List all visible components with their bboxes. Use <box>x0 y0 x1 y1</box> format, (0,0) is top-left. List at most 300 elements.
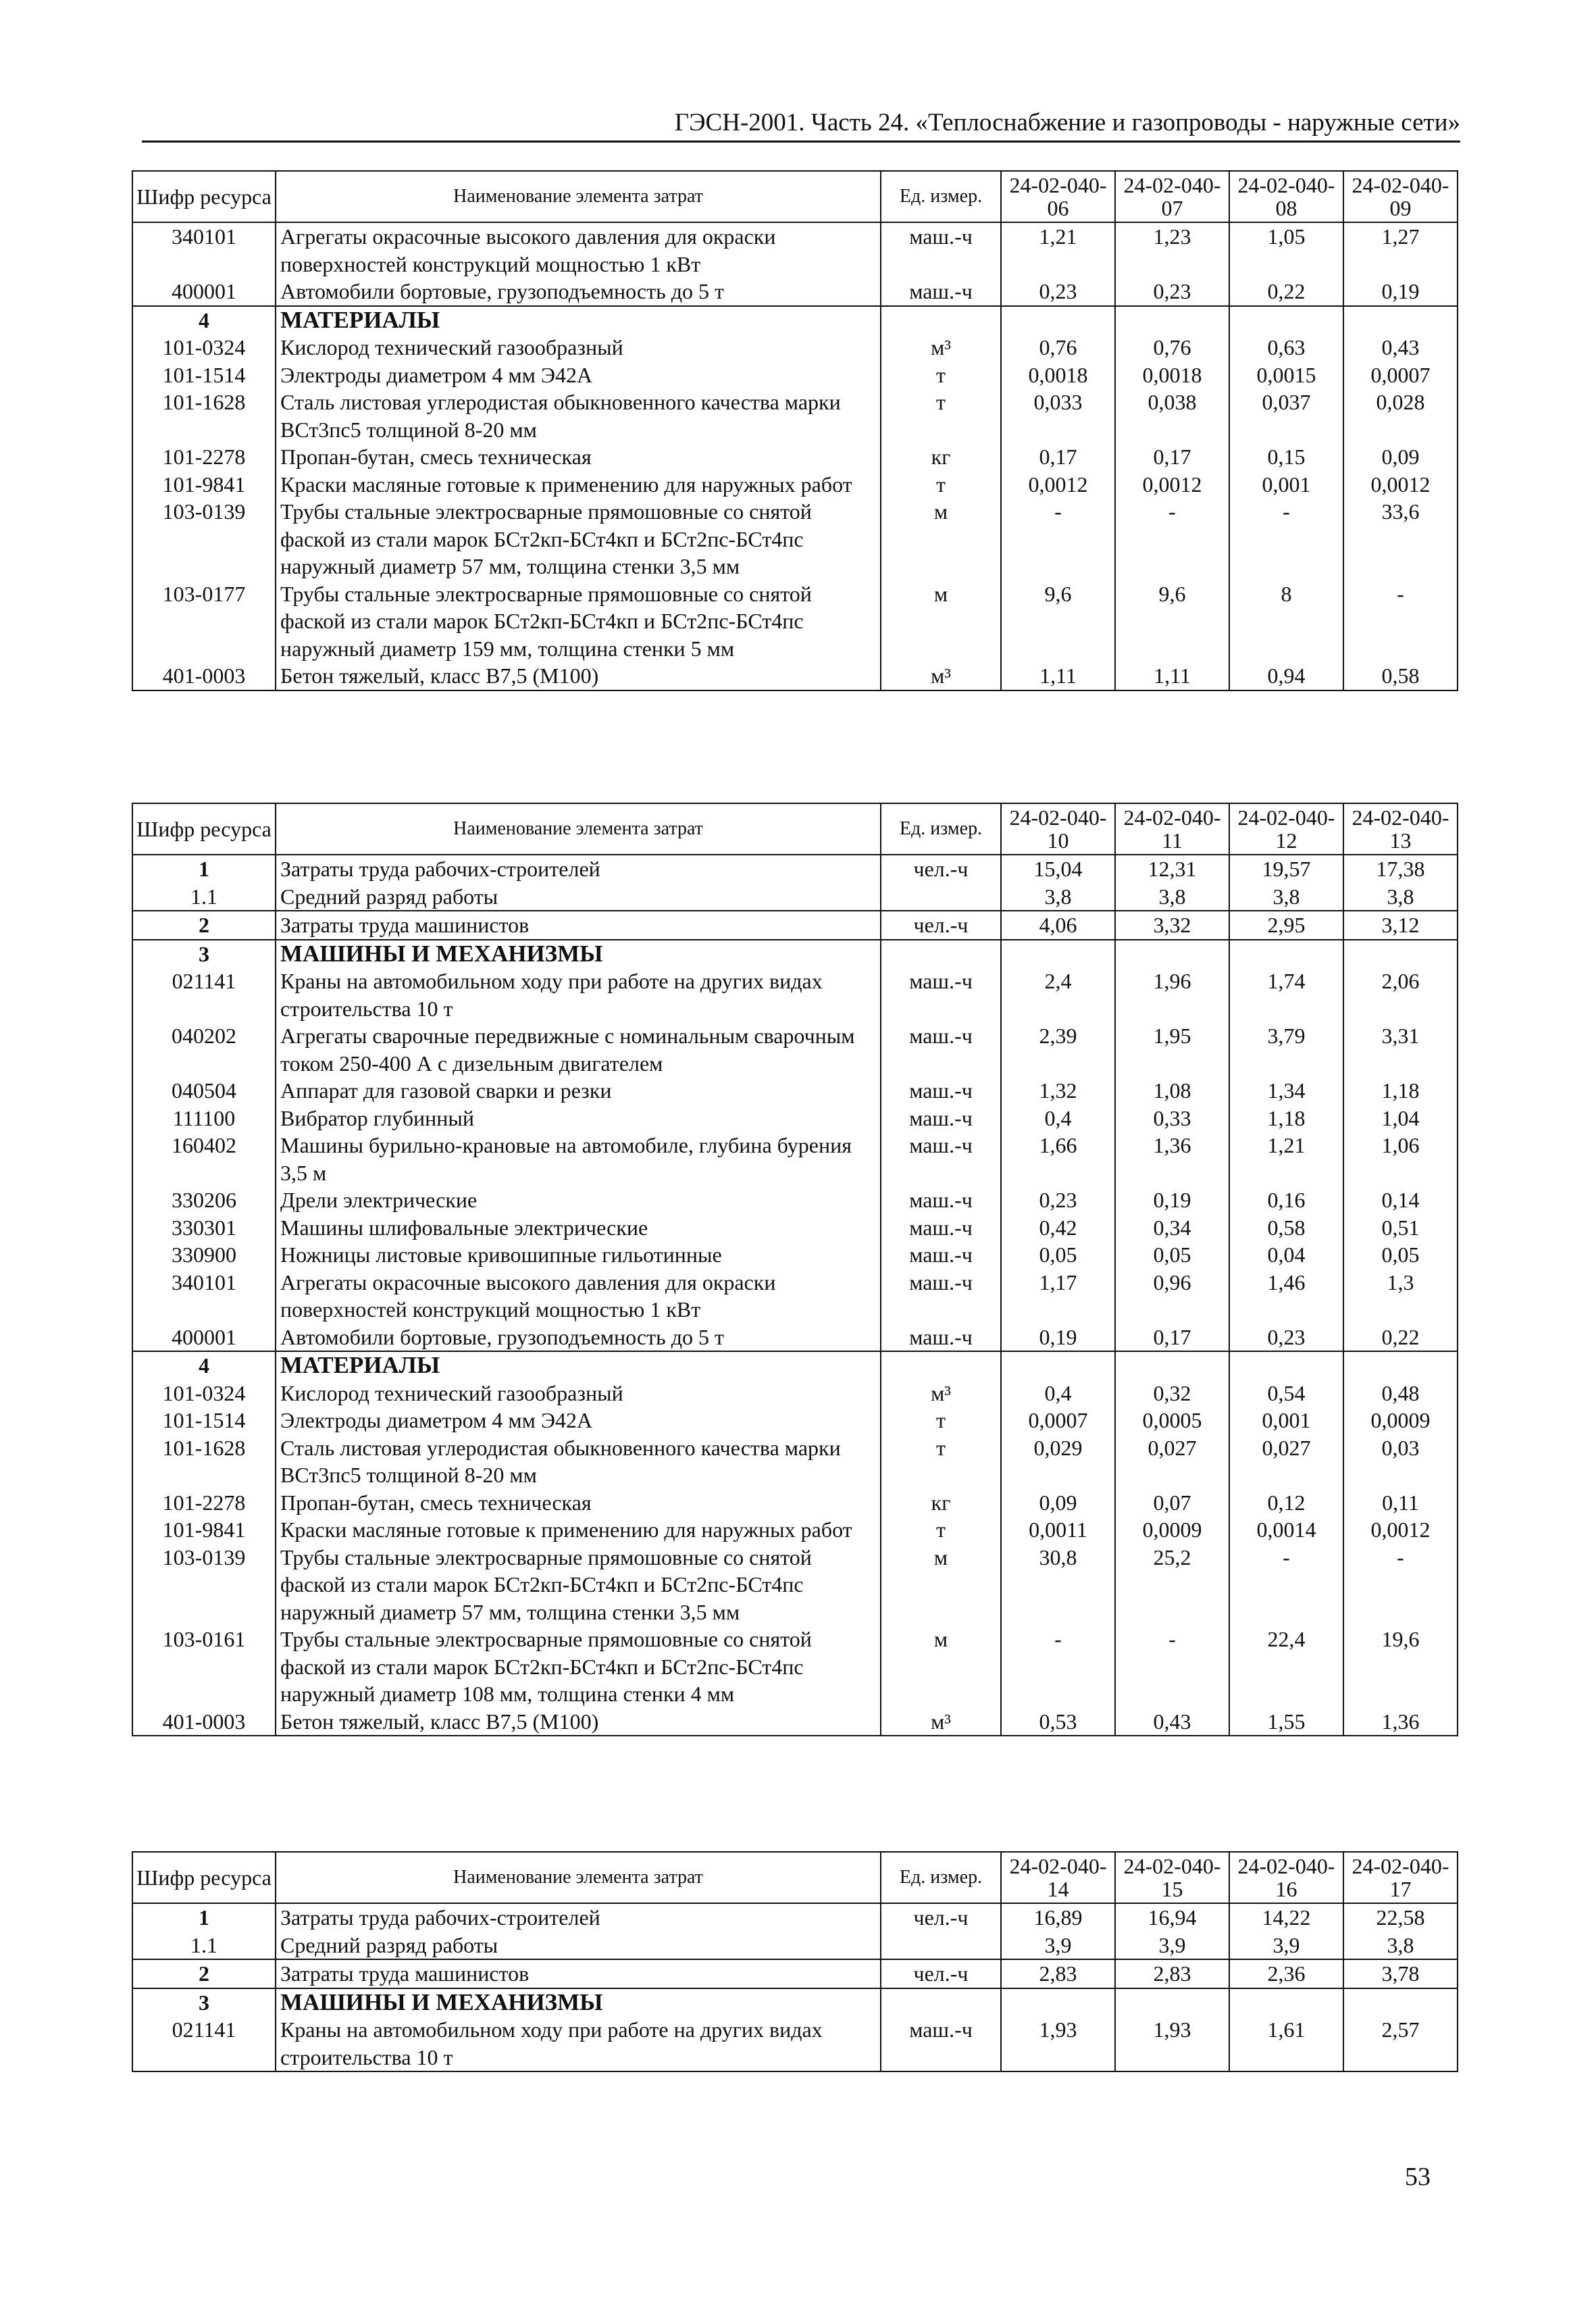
column-header-norm-code: 24-02-040-14 <box>1001 1852 1115 1903</box>
value-cell: 0,43 <box>1343 334 1458 361</box>
value-cell: 19,57 <box>1229 855 1343 883</box>
value-cell: 0,32 <box>1115 1380 1229 1407</box>
resource-code-cell: 101-1514 <box>132 361 276 389</box>
unit-cell <box>881 1932 1001 1960</box>
table-row <box>132 1022 1458 1077</box>
value-cell: 15,04 <box>1001 855 1115 883</box>
value-cell: 33,6 <box>1343 498 1458 580</box>
table-row <box>132 222 1458 278</box>
value-cell: 0,42 <box>1001 1214 1115 1242</box>
value-cell: 0,58 <box>1343 662 1458 690</box>
resource-code-cell: 3 <box>132 1988 276 2017</box>
cost-element-name-cell: МАШИНЫ И МЕХАНИЗМЫ <box>276 1988 881 2017</box>
value-cell: 0,23 <box>1115 278 1229 306</box>
cost-element-name-cell: Сталь листовая углеродистая обыкновенного качества марки ВСт3пс5 толщиной 8-20 мм <box>276 1434 881 1489</box>
cost-element-name-cell: Дрели электрические <box>276 1186 881 1214</box>
resource-code-cell: 021141 <box>132 967 276 1022</box>
unit-cell <box>881 1351 1001 1380</box>
cost-element-name-cell: Ножницы листовые кривошипные гильотинные <box>276 1241 881 1269</box>
value-cell: 0,15 <box>1229 443 1343 471</box>
cost-table <box>132 170 1458 691</box>
unit-cell: маш.-ч <box>881 1269 1001 1324</box>
value-cell: 0,001 <box>1229 471 1343 499</box>
column-header-norm-code: 24-02-040-07 <box>1115 171 1229 222</box>
unit-cell: маш.-ч <box>881 1105 1001 1132</box>
table-row <box>132 1132 1458 1186</box>
page-header-title: ГЭСН-2001. Часть 24. «Теплоснабжение и газопроводы - наружные сети» <box>674 109 1460 136</box>
value-cell <box>1001 1351 1115 1380</box>
cost-element-name-cell: Машины шлифовальные электрические <box>276 1214 881 1242</box>
column-header-norm-code: 24-02-040-09 <box>1343 171 1458 222</box>
cost-element-name-cell: Сталь листовая углеродистая обыкновенного качества марки ВСт3пс5 толщиной 8-20 мм <box>276 388 881 443</box>
value-cell: 0,12 <box>1229 1489 1343 1517</box>
page-number: 53 <box>1405 2163 1431 2191</box>
unit-cell: т <box>881 1516 1001 1544</box>
value-cell: 3,8 <box>1115 883 1229 911</box>
value-cell: 0,0015 <box>1229 361 1343 389</box>
page-header <box>142 108 1460 143</box>
value-cell: 3,8 <box>1229 883 1343 911</box>
table-row <box>132 1903 1458 1932</box>
value-cell: - <box>1001 1626 1115 1708</box>
cost-element-name-cell: Агрегаты окрасочные высокого давления для окраски поверхностей конструкций мощностью 1 кВт <box>276 1269 881 1324</box>
value-cell: 1,05 <box>1229 222 1343 278</box>
value-cell: 9,6 <box>1115 580 1229 663</box>
resource-code-cell: 101-2278 <box>132 443 276 471</box>
table-row <box>132 1214 1458 1242</box>
value-cell: 0,34 <box>1115 1214 1229 1242</box>
cost-element-name-cell: Машины бурильно-крановые на автомобиле, глубина бурения 3,5 м <box>276 1132 881 1186</box>
cost-table <box>132 803 1458 1736</box>
cost-element-name-cell: Затраты труда рабочих-строителей <box>276 855 881 883</box>
unit-cell: кг <box>881 443 1001 471</box>
resource-code-cell: 330206 <box>132 1186 276 1214</box>
value-cell: 0,48 <box>1343 1380 1458 1407</box>
cost-element-name-cell: Агрегаты сварочные передвижные с номинальным сварочным током 250-400 А с дизельным двигателем <box>276 1022 881 1077</box>
value-cell: 0,54 <box>1229 1380 1343 1407</box>
value-cell: 0,76 <box>1001 334 1115 361</box>
cost-element-name-cell: Затраты труда машинистов <box>276 911 881 940</box>
table-row <box>132 1324 1458 1352</box>
resource-code-cell: 101-9841 <box>132 1516 276 1544</box>
cost-element-name-cell: Краски масляные готовые к применению для наружных работ <box>276 1516 881 1544</box>
cost-element-name-cell: Краски масляные готовые к применению для наружных работ <box>276 471 881 499</box>
cost-element-name-cell: Трубы стальные электросварные прямошовные со снятой фаской из стали марок БСт2кп-БСт4кп и БСт2пс-БСт4пс наружный диаметр 108 мм, толщина стенки 4 мм <box>276 1626 881 1708</box>
cost-element-name-cell: Пропан-бутан, смесь техническая <box>276 1489 881 1517</box>
value-cell: 0,028 <box>1343 388 1458 443</box>
cost-element-name-cell: Краны на автомобильном ходу при работе на других видах строительства 10 т <box>276 2016 881 2071</box>
unit-cell: маш.-ч <box>881 2016 1001 2071</box>
value-cell: 0,0014 <box>1229 1516 1343 1544</box>
unit-cell: м <box>881 498 1001 580</box>
value-cell: 0,0012 <box>1001 471 1115 499</box>
value-cell: 0,0009 <box>1115 1516 1229 1544</box>
resource-table-3 <box>132 1851 1458 2072</box>
value-cell: 0,05 <box>1115 1241 1229 1269</box>
value-cell: 1,04 <box>1343 1105 1458 1132</box>
value-cell <box>1115 1988 1229 2017</box>
value-cell: 0,16 <box>1229 1186 1343 1214</box>
table-row <box>132 1269 1458 1324</box>
resource-code-cell: 3 <box>132 940 276 968</box>
value-cell: 0,11 <box>1343 1489 1458 1517</box>
value-cell <box>1343 1988 1458 2017</box>
value-cell: - <box>1115 498 1229 580</box>
value-cell: 0,17 <box>1115 1324 1229 1352</box>
cost-element-name-cell: Трубы стальные электросварные прямошовные со снятой фаской из стали марок БСт2кп-БСт4кп и БСт2пс-БСт4пс наружный диаметр 57 мм, толщина стенки 3,5 мм <box>276 1544 881 1626</box>
value-cell: 1,32 <box>1001 1077 1115 1105</box>
value-cell: 4,06 <box>1001 911 1115 940</box>
cost-element-name-cell: Вибратор глубинный <box>276 1105 881 1132</box>
value-cell <box>1115 306 1229 334</box>
unit-cell: чел.-ч <box>881 1903 1001 1932</box>
value-cell: - <box>1229 498 1343 580</box>
resource-code-cell: 040202 <box>132 1022 276 1077</box>
column-header-norm-code: 24-02-040-08 <box>1229 171 1343 222</box>
value-cell: 0,4 <box>1001 1105 1115 1132</box>
cost-element-name-cell: Агрегаты окрасочные высокого давления для окраски поверхностей конструкций мощностью 1 кВт <box>276 222 881 278</box>
unit-cell: м <box>881 580 1001 663</box>
value-cell: 12,31 <box>1115 855 1229 883</box>
header-row <box>132 1852 1458 1903</box>
table-row <box>132 388 1458 443</box>
table-row <box>132 580 1458 663</box>
value-cell: 0,22 <box>1343 1324 1458 1352</box>
cost-element-name-cell: Пропан-бутан, смесь техническая <box>276 443 881 471</box>
value-cell: 0,04 <box>1229 1241 1343 1269</box>
unit-cell: маш.-ч <box>881 1241 1001 1269</box>
unit-cell <box>881 940 1001 968</box>
column-header-norm-code: 24-02-040-13 <box>1343 803 1458 855</box>
value-cell: 1,21 <box>1229 1132 1343 1186</box>
table-row <box>132 1186 1458 1214</box>
unit-cell: маш.-ч <box>881 222 1001 278</box>
value-cell: 3,8 <box>1343 1932 1458 1960</box>
section-row <box>132 1988 1458 2017</box>
cost-element-name-cell: Средний разряд работы <box>276 1932 881 1960</box>
resource-code-cell: 400001 <box>132 278 276 306</box>
value-cell: 2,83 <box>1115 1959 1229 1988</box>
value-cell: 3,79 <box>1229 1022 1343 1077</box>
value-cell: 1,93 <box>1001 2016 1115 2071</box>
column-header-norm-code: 24-02-040-10 <box>1001 803 1115 855</box>
value-cell: 1,18 <box>1343 1077 1458 1105</box>
cost-element-name-cell: Средний разряд работы <box>276 883 881 911</box>
value-cell: 0,0007 <box>1001 1407 1115 1434</box>
value-cell: 0,23 <box>1229 1324 1343 1352</box>
unit-cell: чел.-ч <box>881 855 1001 883</box>
resource-code-cell: 160402 <box>132 1132 276 1186</box>
value-cell: 0,14 <box>1343 1186 1458 1214</box>
value-cell: 0,0018 <box>1001 361 1115 389</box>
resource-code-cell: 101-9841 <box>132 471 276 499</box>
unit-cell: т <box>881 361 1001 389</box>
value-cell: 0,029 <box>1001 1434 1115 1489</box>
value-cell: 22,4 <box>1229 1626 1343 1708</box>
value-cell: 0,23 <box>1001 278 1115 306</box>
value-cell: 0,19 <box>1001 1324 1115 1352</box>
unit-cell: маш.-ч <box>881 278 1001 306</box>
table-row <box>132 1959 1458 1988</box>
cost-element-name-cell: МАТЕРИАЛЫ <box>276 306 881 334</box>
value-cell: 3,9 <box>1229 1932 1343 1960</box>
table-row <box>132 1241 1458 1269</box>
column-header-norm-code: 24-02-040-12 <box>1229 803 1343 855</box>
value-cell: 22,58 <box>1343 1903 1458 1932</box>
value-cell: 0,037 <box>1229 388 1343 443</box>
value-cell <box>1229 940 1343 968</box>
column-header-unit: Ед. измер. <box>881 803 1001 855</box>
cost-element-name-cell: Краны на автомобильном ходу при работе на других видах строительства 10 т <box>276 967 881 1022</box>
value-cell: 0,0011 <box>1001 1516 1115 1544</box>
table-row <box>132 911 1458 940</box>
value-cell: 1,06 <box>1343 1132 1458 1186</box>
unit-cell: маш.-ч <box>881 1077 1001 1105</box>
table-row <box>132 967 1458 1022</box>
cost-element-name-cell: Бетон тяжелый, класс В7,5 (М100) <box>276 662 881 690</box>
value-cell: 0,03 <box>1343 1434 1458 1489</box>
resource-code-cell: 040504 <box>132 1077 276 1105</box>
value-cell: 1,34 <box>1229 1077 1343 1105</box>
value-cell: 30,8 <box>1001 1544 1115 1626</box>
column-header-name: Наименование элемента затрат <box>276 803 881 855</box>
value-cell: 0,038 <box>1115 388 1229 443</box>
value-cell: 0,033 <box>1001 388 1115 443</box>
table-row <box>132 1105 1458 1132</box>
unit-cell: м³ <box>881 1708 1001 1736</box>
cost-element-name-cell: Электроды диаметром 4 мм Э42А <box>276 1407 881 1434</box>
value-cell: 9,6 <box>1001 580 1115 663</box>
value-cell: 1,27 <box>1343 222 1458 278</box>
resource-code-cell: 1.1 <box>132 1932 276 1960</box>
resource-code-cell: 021141 <box>132 2016 276 2071</box>
unit-cell: маш.-ч <box>881 1214 1001 1242</box>
unit-cell: м <box>881 1544 1001 1626</box>
value-cell <box>1115 1351 1229 1380</box>
value-cell: 0,96 <box>1115 1269 1229 1324</box>
resource-code-cell: 103-0139 <box>132 498 276 580</box>
value-cell: 0,19 <box>1343 278 1458 306</box>
unit-cell: м³ <box>881 334 1001 361</box>
table-row <box>132 1407 1458 1434</box>
value-cell: 17,38 <box>1343 855 1458 883</box>
unit-cell: чел.-ч <box>881 1959 1001 1988</box>
value-cell: 1,61 <box>1229 2016 1343 2071</box>
unit-cell: м³ <box>881 1380 1001 1407</box>
header-row <box>132 803 1458 855</box>
unit-cell <box>881 883 1001 911</box>
value-cell: 1,21 <box>1001 222 1115 278</box>
value-cell: 0,027 <box>1229 1434 1343 1489</box>
value-cell: 3,8 <box>1001 883 1115 911</box>
value-cell: 0,53 <box>1001 1708 1115 1736</box>
value-cell: 0,23 <box>1001 1186 1115 1214</box>
value-cell: 3,31 <box>1343 1022 1458 1077</box>
value-cell <box>1001 940 1115 968</box>
unit-cell: м <box>881 1626 1001 1708</box>
unit-cell: т <box>881 388 1001 443</box>
section-row <box>132 306 1458 334</box>
resource-code-cell: 1.1 <box>132 883 276 911</box>
value-cell: 3,32 <box>1115 911 1229 940</box>
value-cell: 0,17 <box>1115 443 1229 471</box>
value-cell: 3,78 <box>1343 1959 1458 1988</box>
header-row <box>132 171 1458 222</box>
table-row <box>132 498 1458 580</box>
cost-element-name-cell: Кислород технический газообразный <box>276 1380 881 1407</box>
value-cell: 0,17 <box>1001 443 1115 471</box>
resource-code-cell: 340101 <box>132 1269 276 1324</box>
resource-code-cell: 1 <box>132 1903 276 1932</box>
section-row <box>132 1351 1458 1380</box>
value-cell: 1,36 <box>1115 1132 1229 1186</box>
value-cell: 1,74 <box>1229 967 1343 1022</box>
value-cell <box>1343 940 1458 968</box>
table-row <box>132 1434 1458 1489</box>
value-cell <box>1229 306 1343 334</box>
unit-cell: маш.-ч <box>881 967 1001 1022</box>
column-header-code: Шифр ресурса <box>132 1852 276 1903</box>
value-cell: - <box>1229 1544 1343 1626</box>
value-cell: 2,06 <box>1343 967 1458 1022</box>
resource-code-cell: 2 <box>132 911 276 940</box>
cost-element-name-cell: Затраты труда рабочих-строителей <box>276 1903 881 1932</box>
unit-cell: маш.-ч <box>881 1186 1001 1214</box>
unit-cell: маш.-ч <box>881 1324 1001 1352</box>
column-header-name: Наименование элемента затрат <box>276 1852 881 1903</box>
value-cell: 0,0018 <box>1115 361 1229 389</box>
value-cell: 0,07 <box>1115 1489 1229 1517</box>
value-cell: 0,33 <box>1115 1105 1229 1132</box>
table-row <box>132 278 1458 306</box>
value-cell: 0,0007 <box>1343 361 1458 389</box>
value-cell: 2,39 <box>1001 1022 1115 1077</box>
value-cell: 1,93 <box>1115 2016 1229 2071</box>
value-cell: 2,36 <box>1229 1959 1343 1988</box>
unit-cell: кг <box>881 1489 1001 1517</box>
value-cell: 1,23 <box>1115 222 1229 278</box>
value-cell <box>1229 1351 1343 1380</box>
column-header-norm-code: 24-02-040-06 <box>1001 171 1115 222</box>
resource-code-cell: 400001 <box>132 1324 276 1352</box>
value-cell: 1,11 <box>1115 662 1229 690</box>
value-cell: 0,76 <box>1115 334 1229 361</box>
resource-code-cell: 4 <box>132 306 276 334</box>
value-cell: 0,027 <box>1115 1434 1229 1489</box>
cost-table <box>132 1851 1458 2072</box>
value-cell: 1,95 <box>1115 1022 1229 1077</box>
value-cell: 2,57 <box>1343 2016 1458 2071</box>
cost-element-name-cell: Трубы стальные электросварные прямошовные со снятой фаской из стали марок БСт2кп-БСт4кп и БСт2пс-БСт4пс наружный диаметр 57 мм, толщина стенки 3,5 мм <box>276 498 881 580</box>
unit-cell: т <box>881 471 1001 499</box>
column-header-norm-code: 24-02-040-16 <box>1229 1852 1343 1903</box>
value-cell: 0,0012 <box>1115 471 1229 499</box>
unit-cell: чел.-ч <box>881 911 1001 940</box>
table-row <box>132 2016 1458 2071</box>
column-header-norm-code: 24-02-040-11 <box>1115 803 1229 855</box>
value-cell <box>1115 940 1229 968</box>
resource-code-cell: 2 <box>132 1959 276 1988</box>
value-cell: 1,17 <box>1001 1269 1115 1324</box>
table-row <box>132 471 1458 499</box>
value-cell: 0,0009 <box>1343 1407 1458 1434</box>
value-cell: 14,22 <box>1229 1903 1343 1932</box>
column-header-norm-code: 24-02-040-17 <box>1343 1852 1458 1903</box>
resource-code-cell: 330301 <box>132 1214 276 1242</box>
unit-cell: т <box>881 1434 1001 1489</box>
value-cell: 25,2 <box>1115 1544 1229 1626</box>
resource-code-cell: 103-0161 <box>132 1626 276 1708</box>
value-cell: - <box>1343 1544 1458 1626</box>
column-header-unit: Ед. измер. <box>881 171 1001 222</box>
resource-code-cell: 101-1628 <box>132 388 276 443</box>
table-row <box>132 883 1458 911</box>
unit-cell: маш.-ч <box>881 1132 1001 1186</box>
resource-code-cell: 101-0324 <box>132 334 276 361</box>
value-cell: 1,18 <box>1229 1105 1343 1132</box>
value-cell: 0,09 <box>1343 443 1458 471</box>
value-cell: - <box>1343 580 1458 663</box>
value-cell: 1,11 <box>1001 662 1115 690</box>
value-cell: 8 <box>1229 580 1343 663</box>
table-row <box>132 662 1458 690</box>
value-cell: 1,66 <box>1001 1132 1115 1186</box>
unit-cell <box>881 306 1001 334</box>
value-cell: 3,9 <box>1115 1932 1229 1960</box>
cost-element-name-cell: Кислород технический газообразный <box>276 334 881 361</box>
value-cell <box>1343 306 1458 334</box>
cost-element-name-cell: Трубы стальные электросварные прямошовные со снятой фаской из стали марок БСт2кп-БСт4кп и БСт2пс-БСт4пс наружный диаметр 159 мм, толщина стенки 5 мм <box>276 580 881 663</box>
value-cell <box>1001 306 1115 334</box>
unit-cell: м³ <box>881 662 1001 690</box>
table-row <box>132 361 1458 389</box>
value-cell <box>1229 1988 1343 2017</box>
table-row <box>132 1626 1458 1708</box>
value-cell: 16,89 <box>1001 1903 1115 1932</box>
value-cell: 0,0012 <box>1343 471 1458 499</box>
unit-cell <box>881 1988 1001 2017</box>
value-cell: - <box>1001 498 1115 580</box>
cost-element-name-cell: Электроды диаметром 4 мм Э42А <box>276 361 881 389</box>
resource-code-cell: 1 <box>132 855 276 883</box>
value-cell: 2,4 <box>1001 967 1115 1022</box>
value-cell: 2,95 <box>1229 911 1343 940</box>
unit-cell: маш.-ч <box>881 1022 1001 1077</box>
value-cell: 0,51 <box>1343 1214 1458 1242</box>
value-cell: 0,001 <box>1229 1407 1343 1434</box>
cost-element-name-cell: МАТЕРИАЛЫ <box>276 1351 881 1380</box>
table-row <box>132 1489 1458 1517</box>
value-cell: 2,83 <box>1001 1959 1115 1988</box>
resource-code-cell: 340101 <box>132 222 276 278</box>
column-header-unit: Ед. измер. <box>881 1852 1001 1903</box>
value-cell: 3,12 <box>1343 911 1458 940</box>
value-cell: 0,4 <box>1001 1380 1115 1407</box>
resource-code-cell: 111100 <box>132 1105 276 1132</box>
table-row <box>132 1516 1458 1544</box>
table-row <box>132 1544 1458 1626</box>
column-header-name: Наименование элемента затрат <box>276 171 881 222</box>
value-cell: 1,3 <box>1343 1269 1458 1324</box>
table-row <box>132 1380 1458 1407</box>
value-cell: 3,9 <box>1001 1932 1115 1960</box>
resource-code-cell: 101-1514 <box>132 1407 276 1434</box>
cost-element-name-cell: Автомобили бортовые, грузоподъемность до 5 т <box>276 278 881 306</box>
resource-code-cell: 103-0177 <box>132 580 276 663</box>
value-cell: 0,09 <box>1001 1489 1115 1517</box>
table-row <box>132 443 1458 471</box>
value-cell: 1,55 <box>1229 1708 1343 1736</box>
